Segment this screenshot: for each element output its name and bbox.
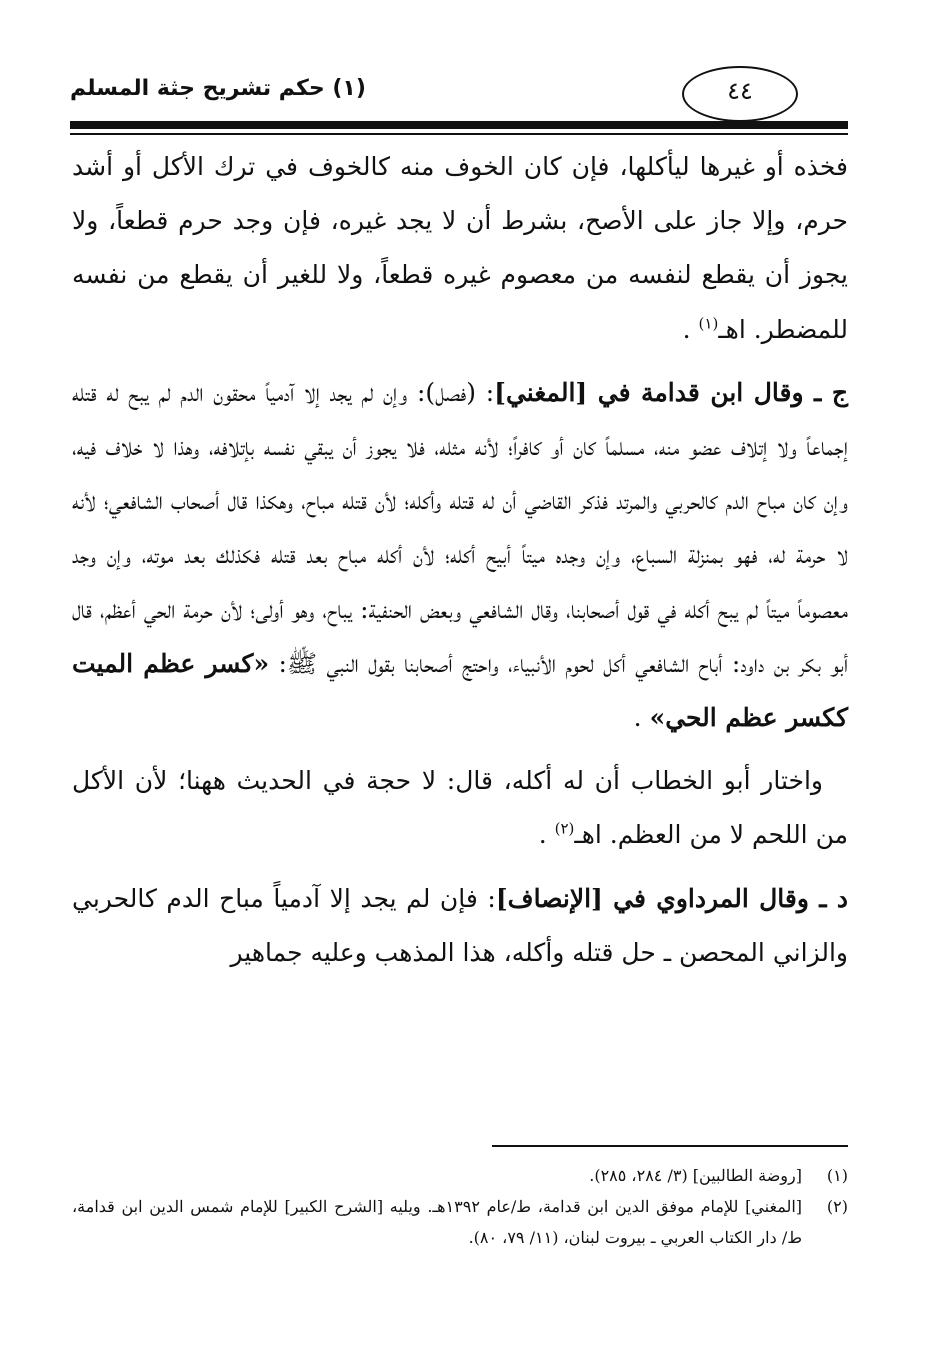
- paragraph-2: [72, 366, 848, 745]
- paragraph-1-text: فخذه أو غيرها ليأكلها، فإن كان الخوف منه كالخوف في ترك الأكل أو أشد حرم، وإلا جاز على الأصح، بشرط أن لا يجد غيره، فإن وجد حرم قطعاً، ولا يجوز أن يقطع لنفسه من معصوم غيره قطعاً، ولا للغير أن يقطع من نفسه للمضطر. اهـ: [72, 152, 848, 344]
- main-text: [72, 140, 848, 980]
- footnotes: [72, 1160, 848, 1253]
- paragraph-2-lead: ج ـ وقال ابن قدامة في [المغني]: [494, 377, 848, 407]
- footnote-text: [المغني] للإمام موفق الدين ابن قدامة، ط/عام ١٣٩٢هـ. ويليه [الشرح الكبير] للإمام شمس الدين ابن قدامة، ط/ دار الكتاب العربي ـ بيروت لبنان، (١١/ ٧٩، ٨٠).: [72, 1197, 803, 1247]
- footnote-text: [روضة الطالبين] (٣/ ٢٨٤، ٢٨٥).: [589, 1166, 802, 1185]
- paragraph-2-text: : (فصل): وإن لم يجد إلا آدمياً محقون الدم لم يبح له قتله إجماعاً ولا إتلاف عضو منه، مسلماً كان أو كافراً؛ لأنه مثله، فلا يجوز أن يبقي نفسه بإتلافه، وهذا لا خلاف فيه، وإن كان مباح الدم كالحربي والمرتد فذكر القاضي أن له قتله وأكله؛ لأن قتله مباح، وهكذا قال أصحاب الشافعي؛ لأنه لا حرمة له، فهو بمنزلة السباع، وإن وجده ميتاً أبيح أكله؛ لأن أكله مباح بعد قتله فكذلك بعد موته، وإن وجد معصوماً ميتاً لم يبح أكله في قول أصحابنا، وقال الشافعي وبعض الحنفية: يباح، وهو أولى؛ لأن حرمة الحي أعظم، قال أبو بكر بن داود: أباح الشافعي أكل لحوم الأنبياء، واحتج أصحابنا بقول النبي ﷺ:: [72, 377, 848, 678]
- footnote-number: (١): [826, 1166, 848, 1185]
- paragraph-2-end: .: [633, 703, 650, 733]
- footnote-number: (٢): [826, 1197, 848, 1216]
- hadith-quote: «كسر عظم الميت ككسر عظم الحي»: [72, 648, 848, 733]
- paragraph-4-text: : فإن لم يجد إلا آدمياً مباح الدم كالحربي والزاني المحصن ـ حل قتله وأكله، هذا المذهب وعليه جماهير: [72, 883, 848, 967]
- footnote-separator: [492, 1145, 848, 1147]
- header-rule-thick: [70, 121, 848, 129]
- paragraph-3-text: واختار أبو الخطاب أن له أكله، قال: لا حجة في الحديث ههنا؛ لأن الأكل من اللحم لا من العظم. اهـ: [72, 766, 848, 850]
- footnote-ref-2[interactable]: (٢): [554, 820, 575, 839]
- footnote-1: [72, 1160, 848, 1191]
- paragraph-3: [72, 754, 848, 862]
- page-number: ٤٤: [682, 66, 798, 122]
- footnote-ref-1[interactable]: (١): [698, 314, 719, 333]
- paragraph-4: [72, 872, 848, 980]
- running-title: (١) حكم تشريح جثة المسلم: [70, 76, 366, 101]
- paragraph-3-end: .: [538, 820, 555, 850]
- header-rule-thin: [70, 133, 848, 135]
- paragraph-1-end: .: [682, 314, 699, 344]
- paragraph-1: [72, 140, 848, 357]
- paragraph-4-lead: د ـ وقال المرداوي في [الإنصاف]: [495, 883, 848, 913]
- footnote-2: [72, 1191, 848, 1253]
